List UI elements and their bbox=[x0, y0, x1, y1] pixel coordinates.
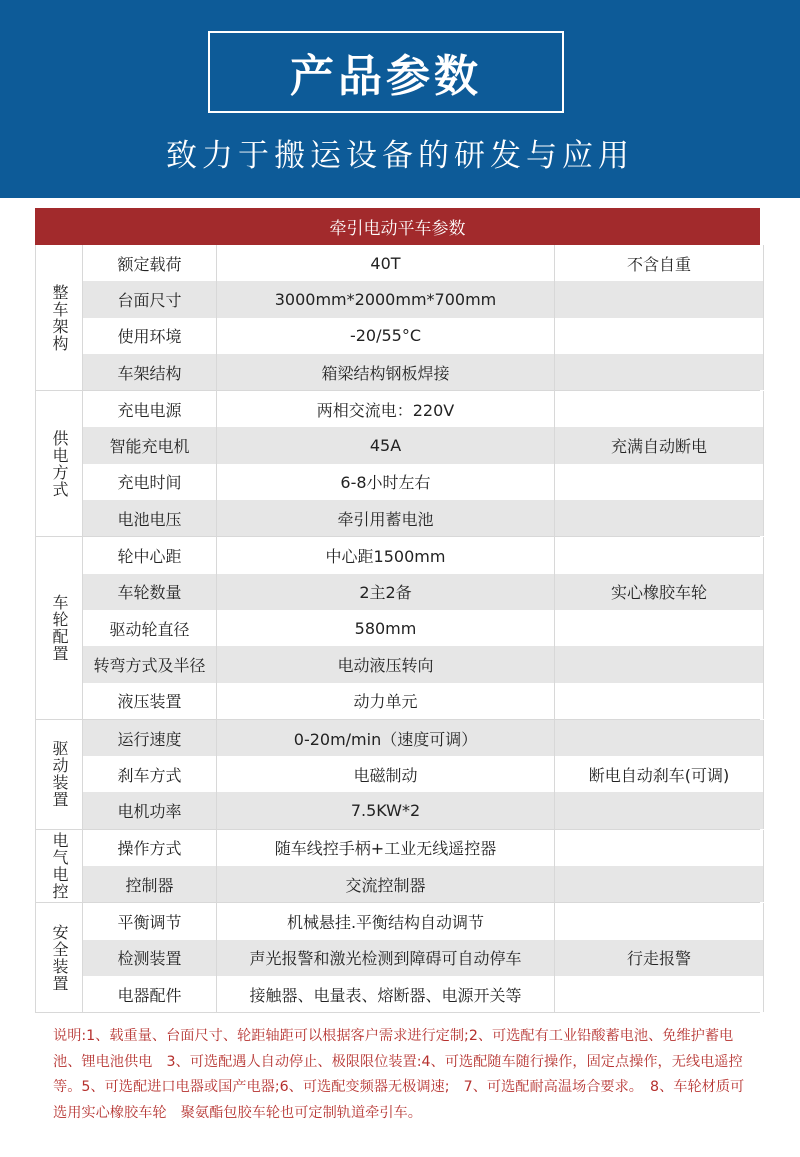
group-rows bbox=[83, 720, 764, 829]
param-name: 操作方式 bbox=[83, 830, 217, 866]
table-row bbox=[83, 464, 764, 500]
group-label: 电气电控 bbox=[50, 832, 69, 901]
spec-group bbox=[35, 537, 760, 719]
param-value: -20/55°C bbox=[217, 318, 555, 354]
param-name: 控制器 bbox=[83, 866, 217, 902]
group-rows bbox=[83, 245, 764, 390]
param-remark bbox=[555, 500, 764, 536]
table-row bbox=[83, 354, 764, 390]
table-row bbox=[83, 720, 764, 756]
param-remark: 不含自重 bbox=[555, 245, 764, 281]
param-value: 0-20m/min（速度可调） bbox=[217, 720, 555, 756]
group-label-cell bbox=[35, 830, 83, 903]
param-value: 随车线控手柄+工业无线遥控器 bbox=[217, 830, 555, 866]
param-name: 驱动轮直径 bbox=[83, 610, 217, 646]
table-row bbox=[83, 245, 764, 281]
table-body bbox=[35, 245, 760, 1013]
param-remark bbox=[555, 866, 764, 902]
group-label-cell bbox=[35, 720, 83, 829]
table-row bbox=[83, 318, 764, 354]
param-remark bbox=[555, 683, 764, 719]
param-name: 液压装置 bbox=[83, 683, 217, 719]
param-name: 智能充电机 bbox=[83, 427, 217, 463]
table-row bbox=[83, 281, 764, 317]
param-name: 额定载荷 bbox=[83, 245, 217, 281]
param-name: 检测装置 bbox=[83, 940, 217, 976]
param-value: 动力单元 bbox=[217, 683, 555, 719]
table-row bbox=[83, 610, 764, 646]
param-name: 运行速度 bbox=[83, 720, 217, 756]
param-remark bbox=[555, 391, 764, 427]
param-remark bbox=[555, 537, 764, 573]
param-value: 箱梁结构钢板焊接 bbox=[217, 354, 555, 390]
title-frame bbox=[208, 31, 564, 113]
param-value: 接触器、电量表、熔断器、电源开关等 bbox=[217, 976, 555, 1012]
table-row bbox=[83, 537, 764, 573]
param-name: 刹车方式 bbox=[83, 756, 217, 792]
group-label-cell bbox=[35, 245, 83, 390]
param-remark: 断电自动刹车(可调) bbox=[555, 756, 764, 792]
group-label: 供电方式 bbox=[50, 429, 69, 498]
spec-group bbox=[35, 903, 760, 1013]
param-name: 电机功率 bbox=[83, 792, 217, 828]
group-label: 整车架构 bbox=[50, 283, 69, 352]
header-banner bbox=[0, 0, 800, 198]
group-label-cell bbox=[35, 391, 83, 536]
param-name: 轮中心距 bbox=[83, 537, 217, 573]
table-row bbox=[83, 756, 764, 792]
spec-group bbox=[35, 830, 760, 904]
group-label: 驱动装置 bbox=[50, 740, 69, 809]
table-heading: 牵引电动平车参数 bbox=[35, 208, 760, 245]
param-name: 台面尺寸 bbox=[83, 281, 217, 317]
param-name: 充电电源 bbox=[83, 391, 217, 427]
notes-paragraph: 说明:1、载重量、台面尺寸、轮距轴距可以根据客户需求进行定制;2、可选配有工业铅酸蓄电池、免维护蓄电池、锂电池供电 3、可选配遇人自动停止、极限限位装置:4、可选配随车随行操作，固定点操作，无线电遥控等。5、可选配进口电器或国产电器;6、可选配变频器无极调速; 7、可选配耐高温场合要求。 8、车轮材质可选用实心橡胶车轮 聚氨酯包胶车轮也可定制轨道牵引车。 bbox=[53, 1028, 745, 1121]
param-name: 车轮数量 bbox=[83, 574, 217, 610]
spec-group bbox=[35, 391, 760, 537]
param-name: 转弯方式及半径 bbox=[83, 646, 217, 682]
param-value: 7.5KW*2 bbox=[217, 792, 555, 828]
param-value: 声光报警和激光检测到障碍可自动停车 bbox=[217, 940, 555, 976]
param-value: 580mm bbox=[217, 610, 555, 646]
param-remark bbox=[555, 903, 764, 939]
page-subtitle: 致力于搬运设备的研发与应用 bbox=[166, 138, 634, 174]
table-row bbox=[83, 866, 764, 902]
param-remark bbox=[555, 720, 764, 756]
table-row bbox=[83, 391, 764, 427]
table-row bbox=[83, 830, 764, 866]
param-value: 中心距1500mm bbox=[217, 537, 555, 573]
group-label-cell bbox=[35, 903, 83, 1012]
table-row bbox=[83, 683, 764, 719]
table-row bbox=[83, 940, 764, 976]
table-row bbox=[83, 646, 764, 682]
param-remark bbox=[555, 610, 764, 646]
group-rows bbox=[83, 537, 764, 718]
group-rows bbox=[83, 903, 764, 1012]
param-value: 40T bbox=[217, 245, 555, 281]
param-value: 45A bbox=[217, 427, 555, 463]
param-value: 牵引用蓄电池 bbox=[217, 500, 555, 536]
param-value: 交流控制器 bbox=[217, 866, 555, 902]
table-row bbox=[83, 574, 764, 610]
param-value: 电动液压转向 bbox=[217, 646, 555, 682]
param-remark bbox=[555, 464, 764, 500]
param-value: 电磁制动 bbox=[217, 756, 555, 792]
param-value: 6-8小时左右 bbox=[217, 464, 555, 500]
group-rows bbox=[83, 391, 764, 536]
table-row bbox=[83, 792, 764, 828]
param-value: 两相交流电：220V bbox=[217, 391, 555, 427]
param-remark: 实心橡胶车轮 bbox=[555, 574, 764, 610]
param-remark: 行走报警 bbox=[555, 940, 764, 976]
spec-group bbox=[35, 245, 760, 391]
param-remark bbox=[555, 318, 764, 354]
param-value: 2主2备 bbox=[217, 574, 555, 610]
group-label: 安全装置 bbox=[50, 923, 69, 992]
param-remark bbox=[555, 646, 764, 682]
param-name: 车架结构 bbox=[83, 354, 217, 390]
group-rows bbox=[83, 830, 764, 903]
table-row bbox=[83, 903, 764, 939]
param-remark bbox=[555, 281, 764, 317]
spec-group bbox=[35, 720, 760, 830]
param-remark: 充满自动断电 bbox=[555, 427, 764, 463]
param-remark bbox=[555, 792, 764, 828]
param-remark bbox=[555, 830, 764, 866]
page-title: 产品参数 bbox=[290, 51, 482, 102]
param-name: 平衡调节 bbox=[83, 903, 217, 939]
param-remark bbox=[555, 354, 764, 390]
table-row bbox=[83, 427, 764, 463]
param-name: 电器配件 bbox=[83, 976, 217, 1012]
param-name: 充电时间 bbox=[83, 464, 217, 500]
group-label: 车轮配置 bbox=[50, 594, 69, 663]
group-label-cell bbox=[35, 537, 83, 718]
param-remark bbox=[555, 976, 764, 1012]
spec-table bbox=[35, 208, 760, 1013]
param-value: 机械悬挂.平衡结构自动调节 bbox=[217, 903, 555, 939]
param-name: 电池电压 bbox=[83, 500, 217, 536]
param-name: 使用环境 bbox=[83, 318, 217, 354]
table-row bbox=[83, 500, 764, 536]
table-row bbox=[83, 976, 764, 1012]
param-value: 3000mm*2000mm*700mm bbox=[217, 281, 555, 317]
